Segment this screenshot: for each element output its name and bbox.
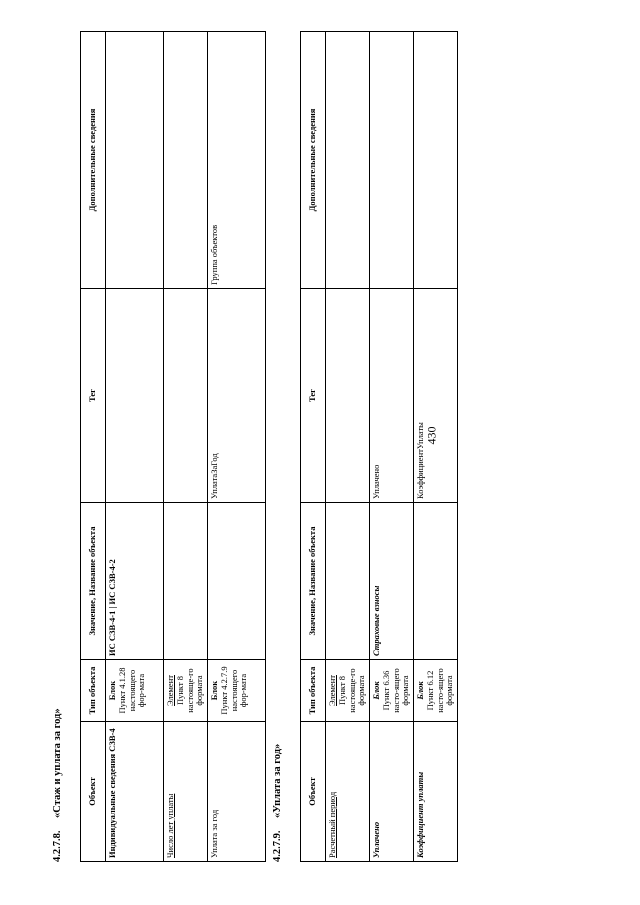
cell-extra <box>164 32 208 289</box>
cell-tag <box>326 289 370 503</box>
type-ref: Пункт 4.1.28 настоящего фор-мата <box>116 667 147 714</box>
type-ref: Пункт 4.2.7.9 настоящего фор-мата <box>218 666 249 715</box>
type-main[interactable]: Элемент <box>165 675 175 706</box>
header-value: Значение, Название объекта <box>81 503 106 660</box>
section-2-title: «Уплата за год» <box>272 743 283 818</box>
cell-object: Коэффициент уплаты <box>414 722 458 862</box>
header-extra: Дополнительные сведения <box>301 32 326 289</box>
cell-object: Уплачено <box>370 722 414 862</box>
header-type: Тип объекта <box>301 660 326 722</box>
cell-value <box>164 503 208 660</box>
header-extra: Дополнительные сведения <box>81 32 106 289</box>
section-1-heading <box>52 708 63 862</box>
header-value: Значение, Название объекта <box>301 503 326 660</box>
type-ref: Пункт 6.12 насто-ящего формата <box>424 668 455 713</box>
header-type: Тип объекта <box>81 660 106 722</box>
table-row <box>326 32 370 862</box>
cell-type <box>326 660 370 722</box>
header-object: Объект <box>81 722 106 862</box>
cell-object: Уплата за год <box>208 722 266 862</box>
cell-extra: Группа объектов <box>208 32 266 289</box>
section-1-title: «Стаж и уплата за год» <box>52 708 63 818</box>
cell-extra <box>106 32 164 289</box>
cell-type <box>208 660 266 722</box>
cell-type <box>106 660 164 722</box>
type-main: Блок <box>415 681 426 700</box>
cell-tag <box>106 289 164 503</box>
type-ref: Пункт 6.36 насто-ящего формата <box>380 668 411 713</box>
table-row <box>106 32 164 862</box>
table-uplata <box>300 31 458 862</box>
cell-tag <box>164 289 208 503</box>
cell-value <box>414 503 458 660</box>
cell-object <box>164 722 208 862</box>
cell-type <box>370 660 414 722</box>
type-main[interactable]: Элемент <box>327 675 337 706</box>
table-row <box>208 32 266 862</box>
table-header-row <box>81 32 106 862</box>
cell-extra <box>370 32 414 289</box>
page-number: 430 <box>424 426 439 445</box>
table-stazh <box>80 31 266 862</box>
type-main: Блок <box>107 680 117 701</box>
table-row <box>164 32 208 862</box>
cell-type <box>164 660 208 722</box>
table-row <box>370 32 414 862</box>
cell-value: Страховые взносы <box>370 503 414 660</box>
header-object: Объект <box>301 722 326 862</box>
object-link[interactable]: Число лет уплаты <box>165 793 175 858</box>
cell-tag: УплатаЗаГод <box>208 289 266 503</box>
type-main: Блок <box>371 681 382 700</box>
type-ref: Пункт 8 настояще-го формата <box>336 668 367 713</box>
cell-tag: Уплачено <box>370 289 414 503</box>
header-tag: Тег <box>81 289 106 503</box>
cell-extra <box>414 32 458 289</box>
section-2-number: 4.2.7.9. <box>272 830 283 862</box>
cell-value <box>208 503 266 660</box>
cell-value <box>326 503 370 660</box>
header-tag: Тег <box>301 289 326 503</box>
section-1-number: 4.2.7.8. <box>52 830 63 862</box>
type-main: Блок <box>209 680 220 701</box>
cell-object <box>326 722 370 862</box>
table-row <box>414 32 458 862</box>
table-header-row <box>301 32 326 862</box>
type-ref: Пункт 8 настояще-го формата <box>174 668 205 713</box>
cell-extra <box>326 32 370 289</box>
cell-tag: КоэффициентУплаты <box>414 289 458 503</box>
section-2-heading <box>272 744 283 862</box>
cell-value: ИС СЗВ-4-1 | ИС СЗВ-4-2 <box>106 503 164 660</box>
object-link[interactable]: Расчетный период <box>327 791 337 858</box>
cell-object: Индивидуальные сведения СЗВ-4 <box>106 722 164 862</box>
cell-type <box>414 660 458 722</box>
